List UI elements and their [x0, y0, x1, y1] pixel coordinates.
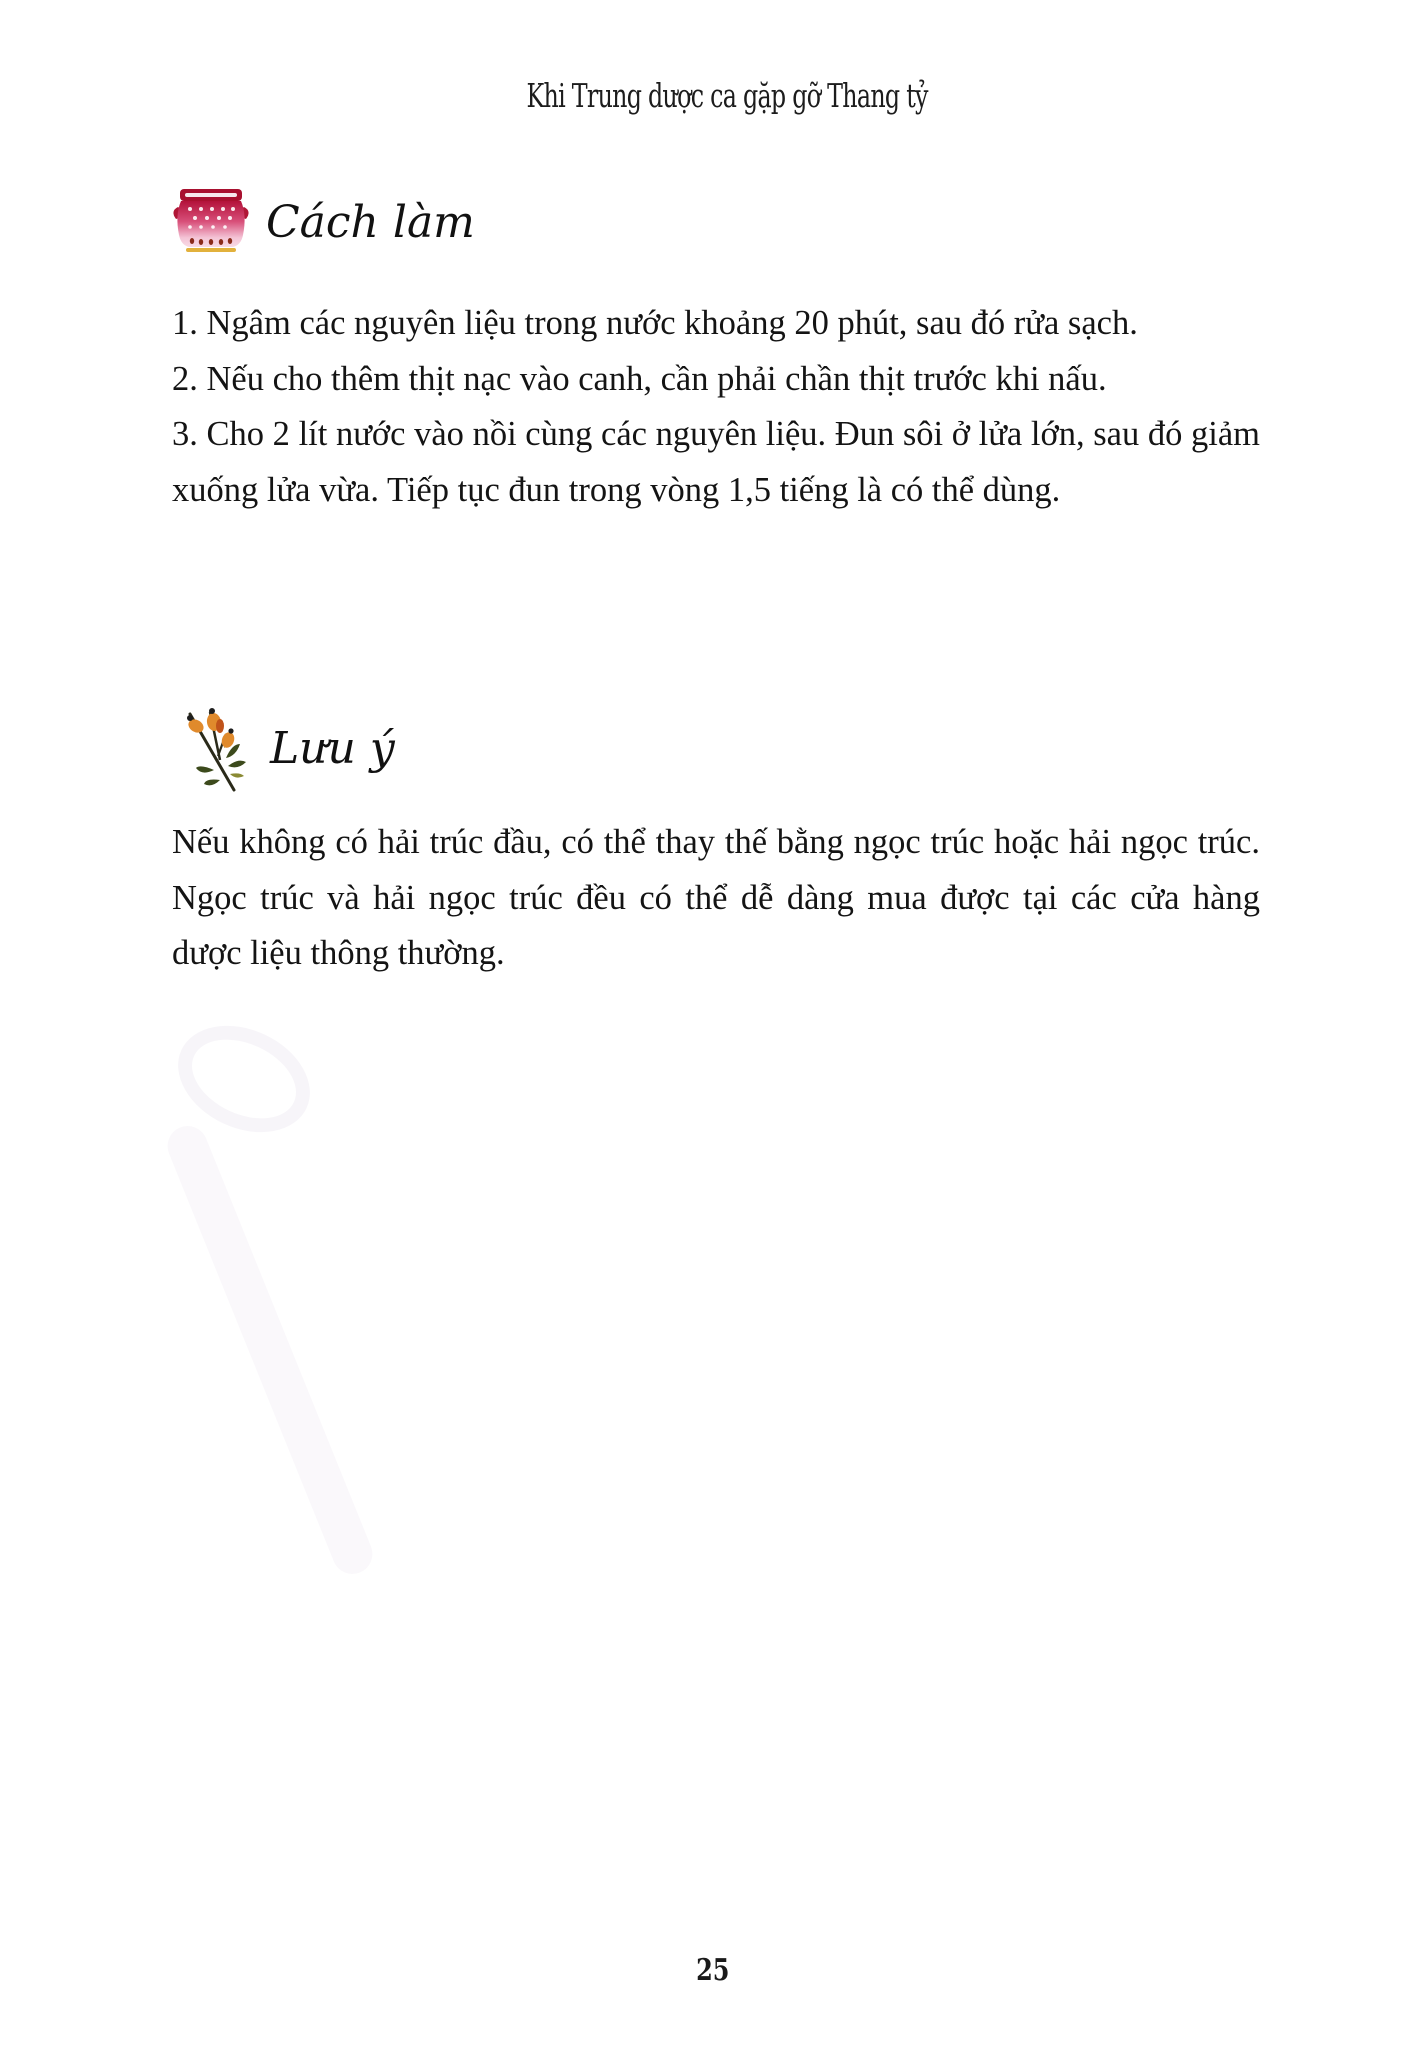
flower-sprig-icon — [176, 700, 256, 796]
section-title-method: Cách làm — [266, 196, 475, 248]
method-step-1: 1. Ngâm các nguyên liệu trong nước khoảng 20 phút, sau đó rửa sạch. — [172, 304, 1138, 342]
method-step-2: 2. Nếu cho thêm thịt nạc vào canh, cần phải chần thịt trước khi nấu. — [172, 359, 1107, 398]
cooking-pot-icon — [170, 185, 252, 259]
note-text: Nếu không có hải trúc đầu, có thể thay thế bằng ngọc trúc hoặc hải ngọc trúc. Ngọc trúc và hải ngọc trúc đều có thể dễ dàng mua được tại các cửa hàng dược liệu thông thường. — [172, 823, 1260, 972]
background-watermark-stem — [162, 1120, 379, 1580]
method-steps — [172, 296, 1260, 518]
running-header: Khi Trung dược ca gặp gỡ Thang tỷ — [526, 76, 928, 115]
note-paragraph — [172, 815, 1260, 982]
section-heading-method — [170, 185, 475, 259]
section-title-note: Lưu ý — [270, 722, 395, 774]
page-number: 25 — [696, 1953, 730, 1988]
section-heading-note — [176, 700, 395, 796]
method-step-3: 3. Cho 2 lít nước vào nồi cùng các nguyên liệu. Đun sôi ở lửa lớn, sau đó giảm xuống lửa vừa. Tiếp tục đun trong vòng 1,5 tiếng là có thể dùng. — [172, 415, 1260, 509]
